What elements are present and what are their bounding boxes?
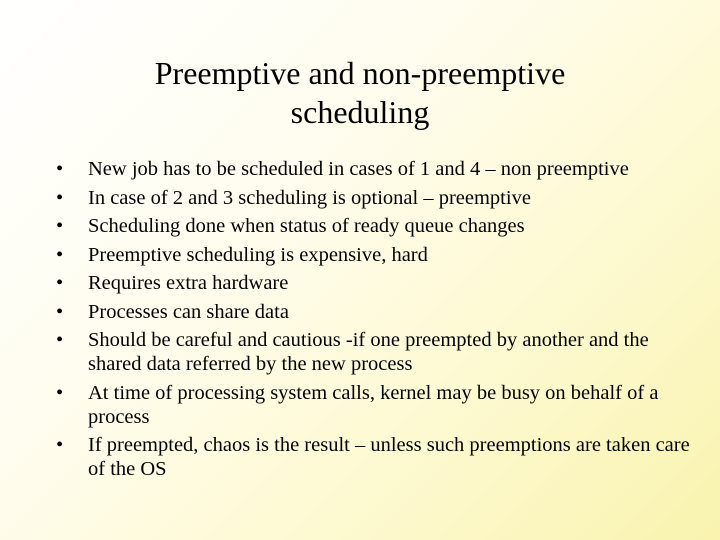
bullet-dot-icon: • [56, 329, 64, 351]
bullet-list [56, 157, 696, 486]
slide-title-line-2: scheduling [290, 94, 430, 130]
bullet-text: Requires extra hardware [88, 272, 289, 294]
bullet-dot-icon: • [56, 215, 64, 237]
bullet-item-7 [56, 328, 696, 376]
slide-title-line-1: Preemptive and non-preemptive [154, 55, 566, 91]
bullet-item-2 [56, 186, 696, 210]
bullet-dot-icon: • [56, 434, 64, 456]
bullet-text: New job has to be scheduled in cases of 1 and 4 – non preemptive [88, 158, 629, 180]
bullet-dot-icon: • [56, 158, 64, 180]
bullet-text: Scheduling done when status of ready queue changes [88, 215, 525, 237]
bullet-dot-icon: • [56, 300, 64, 323]
bullet-text: Processes can share data [88, 300, 289, 323]
slide-title [60, 54, 660, 132]
bullet-dot-icon: • [56, 381, 64, 404]
bullet-item-3 [56, 214, 696, 238]
bullet-item-5 [56, 271, 696, 295]
bullet-text: In case of 2 and 3 scheduling is optional – preemptive [88, 186, 531, 209]
bullet-item-9 [56, 433, 696, 481]
bullet-item-8 [56, 381, 696, 429]
bullet-text: At time of processing system calls, kernel may be busy on behalf of a process [88, 381, 659, 428]
bullet-dot-icon: • [56, 243, 64, 266]
bullet-item-4 [56, 243, 696, 267]
bullet-dot-icon: • [56, 186, 64, 209]
bullet-text: Should be careful and cautious -if one preempted by another and the shared data referred by the new process [88, 329, 649, 375]
bullet-text: If preempted, chaos is the result – unless such preemptions are taken care of the OS [88, 434, 690, 480]
bullet-item-1 [56, 157, 696, 181]
bullet-dot-icon: • [56, 272, 64, 294]
bullet-item-6 [56, 300, 696, 324]
bullet-text: Preemptive scheduling is expensive, hard [88, 243, 428, 266]
